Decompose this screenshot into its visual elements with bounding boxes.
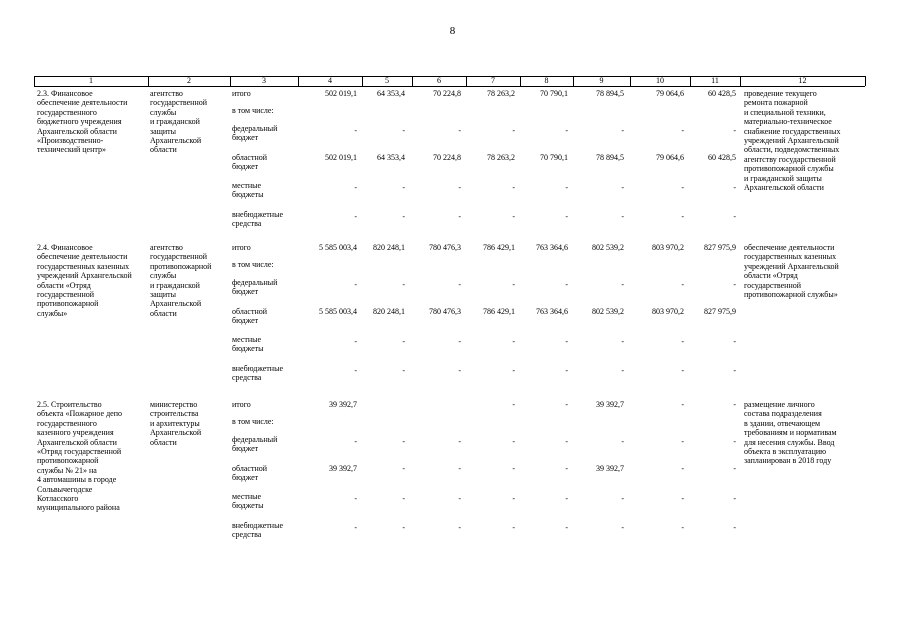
row-label-offbudget: внебюджетные [232, 210, 283, 219]
value-local-dash: - [565, 494, 568, 503]
value-local-dash: - [621, 494, 624, 503]
executor-line: и гражданской [150, 280, 200, 290]
result-line: ремонта пожарной [744, 98, 808, 108]
value-total: 70 790,1 [540, 89, 568, 98]
value-total: 79 064,6 [656, 89, 684, 98]
value-offbudget-dash: - [458, 523, 461, 532]
executor-line: агентство [150, 243, 183, 252]
value-local-dash: - [681, 337, 684, 346]
column-number-7: 7 [491, 76, 495, 85]
value-federal-dash: - [621, 280, 624, 289]
value-total: 786 429,1 [483, 243, 515, 252]
value-total: 802 539,2 [592, 243, 624, 252]
row-label-offbudget: средства [232, 219, 262, 229]
value-offbudget-dash: - [512, 212, 515, 221]
value-local-dash: - [621, 337, 624, 346]
measure-name-line: «Производственно- [37, 136, 104, 145]
row-label-offbudget: внебюджетные [232, 521, 283, 530]
value-regional: 78 894,5 [596, 153, 624, 162]
measure-name-line: службы № 21» на [37, 465, 97, 475]
value-offbudget-dash: - [621, 523, 624, 532]
measure-name-line: Архангельской области [37, 126, 117, 136]
result-line: материально-техническое [744, 117, 832, 127]
value-offbudget-dash: - [458, 366, 461, 375]
value-federal-dash: - [681, 280, 684, 289]
header-separator [573, 76, 574, 86]
value-offbudget-dash: - [565, 212, 568, 221]
row-label-federal: федеральный [232, 278, 278, 287]
column-number-5: 5 [385, 76, 389, 85]
header-separator [362, 76, 363, 86]
value-local-dash: - [681, 183, 684, 192]
measure-name-line: государственных казенных [37, 261, 130, 271]
row-label-local: бюджеты [232, 344, 264, 354]
executor-line: защиты [150, 290, 177, 299]
value-offbudget-dash: - [354, 212, 357, 221]
measure-name-line: обеспечение деятельности [37, 252, 128, 262]
row-label-regional: областной [232, 153, 268, 162]
value-offbudget-dash: - [621, 212, 624, 221]
column-number-10: 10 [656, 76, 664, 85]
row-label-federal: бюджет [232, 444, 259, 454]
result-line: и гражданской защиты [744, 173, 822, 183]
value-federal-dash: - [512, 280, 515, 289]
measure-name-line: 2.3. Финансовое [37, 89, 93, 98]
value-local-dash: - [621, 183, 624, 192]
value-total: - [512, 400, 515, 409]
value-total: 763 364,6 [536, 243, 568, 252]
header-separator [520, 76, 521, 86]
header-separator [34, 76, 35, 86]
value-local-dash: - [458, 337, 461, 346]
measure-name-line: учреждений Архангельской [37, 271, 132, 281]
value-offbudget-dash: - [621, 366, 624, 375]
row-label-offbudget: средства [232, 530, 262, 540]
value-offbudget-dash: - [354, 366, 357, 375]
value-federal-dash: - [354, 437, 357, 446]
measure-name-line: государственной [37, 290, 95, 299]
measure-name-line: казенного учреждения [37, 428, 114, 438]
value-federal-dash: - [402, 126, 405, 135]
value-offbudget-dash: - [402, 523, 405, 532]
measure-name-line: Архангельской области [37, 437, 117, 447]
value-regional: 502 019,1 [325, 153, 357, 162]
value-local-dash: - [565, 337, 568, 346]
value-total: 502 019,1 [325, 89, 357, 98]
result-line: снабжение государственных [744, 126, 841, 136]
column-number-1: 1 [89, 76, 93, 85]
value-local-dash: - [402, 494, 405, 503]
value-offbudget-dash: - [402, 366, 405, 375]
value-total: 64 353,4 [377, 89, 405, 98]
value-local-dash: - [512, 337, 515, 346]
value-regional: 64 353,4 [377, 153, 405, 162]
result-line: государственной [744, 280, 802, 290]
value-regional: - [402, 464, 405, 473]
column-number-6: 6 [437, 76, 441, 85]
value-federal-dash: - [402, 280, 405, 289]
value-offbudget-dash: - [681, 212, 684, 221]
value-total: 39 392,7 [329, 400, 357, 409]
value-federal-dash: - [733, 280, 736, 289]
value-total: 5 585 003,4 [319, 243, 357, 252]
value-federal-dash: - [512, 437, 515, 446]
result-line: обеспечение деятельности [744, 243, 835, 252]
measure-name-line: технический центр» [37, 145, 106, 155]
result-line: запланирован в 2018 году [744, 456, 832, 466]
value-regional: 70 790,1 [540, 153, 568, 162]
row-label-total: итого [232, 243, 251, 252]
measure-name-line: 2.4. Финансовое [37, 243, 93, 252]
result-line: области «Отряд [744, 271, 798, 281]
executor-line: службы [150, 107, 177, 117]
value-regional: 763 364,6 [536, 307, 568, 316]
measure-name-line: противопожарной [37, 456, 99, 466]
result-line: учреждений Архангельской [744, 261, 839, 271]
measure-name-line: муниципального района [37, 503, 120, 513]
row-label-total: итого [232, 89, 251, 98]
value-total: 827 975,9 [704, 243, 736, 252]
value-total: 39 392,7 [596, 400, 624, 409]
value-federal-dash: - [733, 437, 736, 446]
value-federal-dash: - [621, 437, 624, 446]
value-local-dash: - [733, 183, 736, 192]
header-separator [412, 76, 413, 86]
row-label-federal: федеральный [232, 124, 278, 133]
result-line: в здании, отвечающем [744, 418, 821, 428]
value-total: 60 428,5 [708, 89, 736, 98]
value-federal-dash: - [565, 280, 568, 289]
value-regional: 39 392,7 [596, 464, 624, 473]
result-line: и специальной техники, [744, 107, 826, 117]
result-line: требованиям и нормативам [744, 428, 837, 438]
value-total: - [733, 400, 736, 409]
value-total: 780 476,3 [429, 243, 461, 252]
result-line: противопожарной службы [744, 164, 834, 174]
row-label-regional: бюджет [232, 473, 259, 483]
executor-line: противопожарной [150, 261, 212, 271]
value-offbudget-dash: - [733, 212, 736, 221]
column-number-9: 9 [599, 76, 604, 85]
value-regional: - [512, 464, 515, 473]
header-separator [630, 76, 631, 86]
value-local-dash: - [354, 494, 357, 503]
value-regional: 70 224,8 [433, 153, 461, 162]
measure-name-line: Сольвычегодске [37, 484, 93, 494]
executor-line: министерство [150, 400, 198, 409]
value-local-dash: - [733, 494, 736, 503]
value-federal-dash: - [512, 126, 515, 135]
column-number-8: 8 [544, 76, 549, 85]
executor-line: защиты [150, 126, 177, 136]
measure-name-line: бюджетного учреждения [37, 117, 122, 127]
value-offbudget-dash: - [354, 523, 357, 532]
value-local-dash: - [458, 183, 461, 192]
executor-line: строительства [150, 409, 199, 419]
executor-line: агентство [150, 89, 183, 98]
header-bottom-rule [34, 86, 865, 87]
row-label-regional: областной [232, 307, 268, 316]
value-local-dash: - [402, 337, 405, 346]
column-number-3: 3 [262, 76, 266, 85]
result-line: размещение личного [744, 400, 815, 409]
column-number-4: 4 [328, 76, 332, 85]
value-federal-dash: - [354, 280, 357, 289]
measure-name-line: государственного [37, 418, 97, 428]
header-separator [148, 76, 149, 86]
executor-line: службы [150, 271, 177, 281]
value-regional: 60 428,5 [708, 153, 736, 162]
measure-name-line: государственного [37, 107, 97, 117]
value-federal-dash: - [354, 126, 357, 135]
measure-name-line: объекта «Пожарное депо [37, 409, 122, 419]
executor-line: Архангельской [150, 299, 202, 309]
measure-name-line: области «Отряд [37, 280, 91, 290]
value-offbudget-dash: - [733, 366, 736, 375]
value-regional: 820 248,1 [373, 307, 405, 316]
value-offbudget-dash: - [681, 366, 684, 375]
value-regional: 78 263,2 [487, 153, 515, 162]
value-offbudget-dash: - [512, 523, 515, 532]
row-label-regional: областной [232, 464, 268, 473]
executor-line: и гражданской [150, 117, 200, 127]
row-label-regional: бюджет [232, 316, 259, 326]
value-offbudget-dash: - [565, 366, 568, 375]
value-total: 70 224,8 [433, 89, 461, 98]
result-line: Архангельской области [744, 183, 824, 192]
executor-line: области [150, 437, 177, 447]
value-total: - [681, 400, 684, 409]
header-separator [466, 76, 467, 86]
executor-line: государственной [150, 98, 208, 108]
row-label-federal: федеральный [232, 435, 278, 444]
measure-name-line: 2.5. Строительство [37, 400, 102, 409]
value-total: 803 970,2 [652, 243, 684, 252]
value-regional: - [733, 464, 736, 473]
row-label-regional: бюджет [232, 162, 259, 172]
header-separator [865, 76, 866, 86]
page-number: 8 [449, 25, 456, 37]
executor-line: области [150, 145, 177, 155]
header-separator [230, 76, 231, 86]
executor-line: области [150, 308, 177, 318]
value-regional: 803 970,2 [652, 307, 684, 316]
measure-name-line: обеспечение деятельности [37, 98, 128, 108]
header-separator [690, 76, 691, 86]
row-label-total: итого [232, 400, 251, 409]
row-label-local: местные [232, 181, 262, 190]
result-line: государственных казенных [744, 252, 837, 262]
row-label-offbudget: внебюджетные [232, 364, 283, 373]
value-regional: 39 392,7 [329, 464, 357, 473]
value-regional: 780 476,3 [429, 307, 461, 316]
measure-name-line: «Отряд государственной [37, 447, 122, 456]
value-offbudget-dash: - [402, 212, 405, 221]
value-offbudget-dash: - [458, 212, 461, 221]
value-offbudget-dash: - [681, 523, 684, 532]
value-local-dash: - [458, 494, 461, 503]
result-line: агентству государственной [744, 154, 836, 164]
value-local-dash: - [512, 494, 515, 503]
value-regional: 786 429,1 [483, 307, 515, 316]
value-total: 820 248,1 [373, 243, 405, 252]
executor-line: Архангельской [150, 136, 202, 145]
value-federal-dash: - [565, 437, 568, 446]
value-total: - [565, 400, 568, 409]
value-offbudget-dash: - [733, 523, 736, 532]
value-local-dash: - [354, 337, 357, 346]
measure-name-line: Котласского [37, 494, 79, 503]
row-label-local: местные [232, 492, 262, 501]
value-regional: 802 539,2 [592, 307, 624, 316]
column-number-12: 12 [798, 76, 807, 85]
row-label-federal: бюджет [232, 133, 259, 143]
row-label-offbudget: средства [232, 373, 262, 383]
measure-name-line: службы» [37, 308, 68, 318]
value-federal-dash: - [565, 126, 568, 135]
value-regional: 5 585 003,4 [319, 307, 357, 316]
row-label-including: в том числе: [232, 417, 274, 426]
value-regional: - [458, 464, 461, 473]
result-line: для несения службы. Ввод [744, 437, 835, 447]
row-label-local: местные [232, 335, 262, 344]
value-federal-dash: - [402, 437, 405, 446]
value-local-dash: - [565, 183, 568, 192]
value-local-dash: - [402, 183, 405, 192]
result-line: объекта в эксплуатацию [744, 447, 827, 456]
measure-name-line: 4 автомашины в городе [37, 475, 117, 485]
row-label-local: бюджеты [232, 190, 264, 200]
value-total: 78 263,2 [487, 89, 515, 98]
value-regional: - [565, 464, 568, 473]
column-number-2: 2 [187, 76, 191, 85]
value-regional: 827 975,9 [704, 307, 736, 316]
value-local-dash: - [681, 494, 684, 503]
column-number-11: 11 [711, 76, 719, 85]
value-federal-dash: - [458, 280, 461, 289]
result-line: проведение текущего [744, 89, 817, 98]
result-line: области, подведомственных [744, 145, 840, 155]
value-regional: 79 064,6 [656, 153, 684, 162]
value-federal-dash: - [621, 126, 624, 135]
value-federal-dash: - [458, 437, 461, 446]
value-offbudget-dash: - [565, 523, 568, 532]
value-federal-dash: - [733, 126, 736, 135]
row-label-local: бюджеты [232, 501, 264, 511]
executor-line: Архангельской [150, 428, 202, 438]
value-local-dash: - [354, 183, 357, 192]
value-offbudget-dash: - [512, 366, 515, 375]
result-line: учреждений Архангельской [744, 136, 839, 145]
value-federal-dash: - [681, 437, 684, 446]
result-line: состава подразделения [744, 409, 822, 419]
row-label-federal: бюджет [232, 287, 259, 297]
value-regional: - [681, 464, 684, 473]
value-federal-dash: - [458, 126, 461, 135]
value-total: 78 894,5 [596, 89, 624, 98]
header-separator [298, 76, 299, 86]
executor-line: и архитектуры [150, 418, 200, 428]
row-label-including: в том числе: [232, 106, 274, 115]
result-line: противопожарной службы» [744, 290, 838, 299]
measure-name-line: противопожарной [37, 299, 99, 309]
row-label-including: в том числе: [232, 260, 274, 269]
value-local-dash: - [733, 337, 736, 346]
executor-line: государственной [150, 252, 208, 262]
header-separator [740, 76, 741, 86]
value-local-dash: - [512, 183, 515, 192]
value-federal-dash: - [681, 126, 684, 135]
